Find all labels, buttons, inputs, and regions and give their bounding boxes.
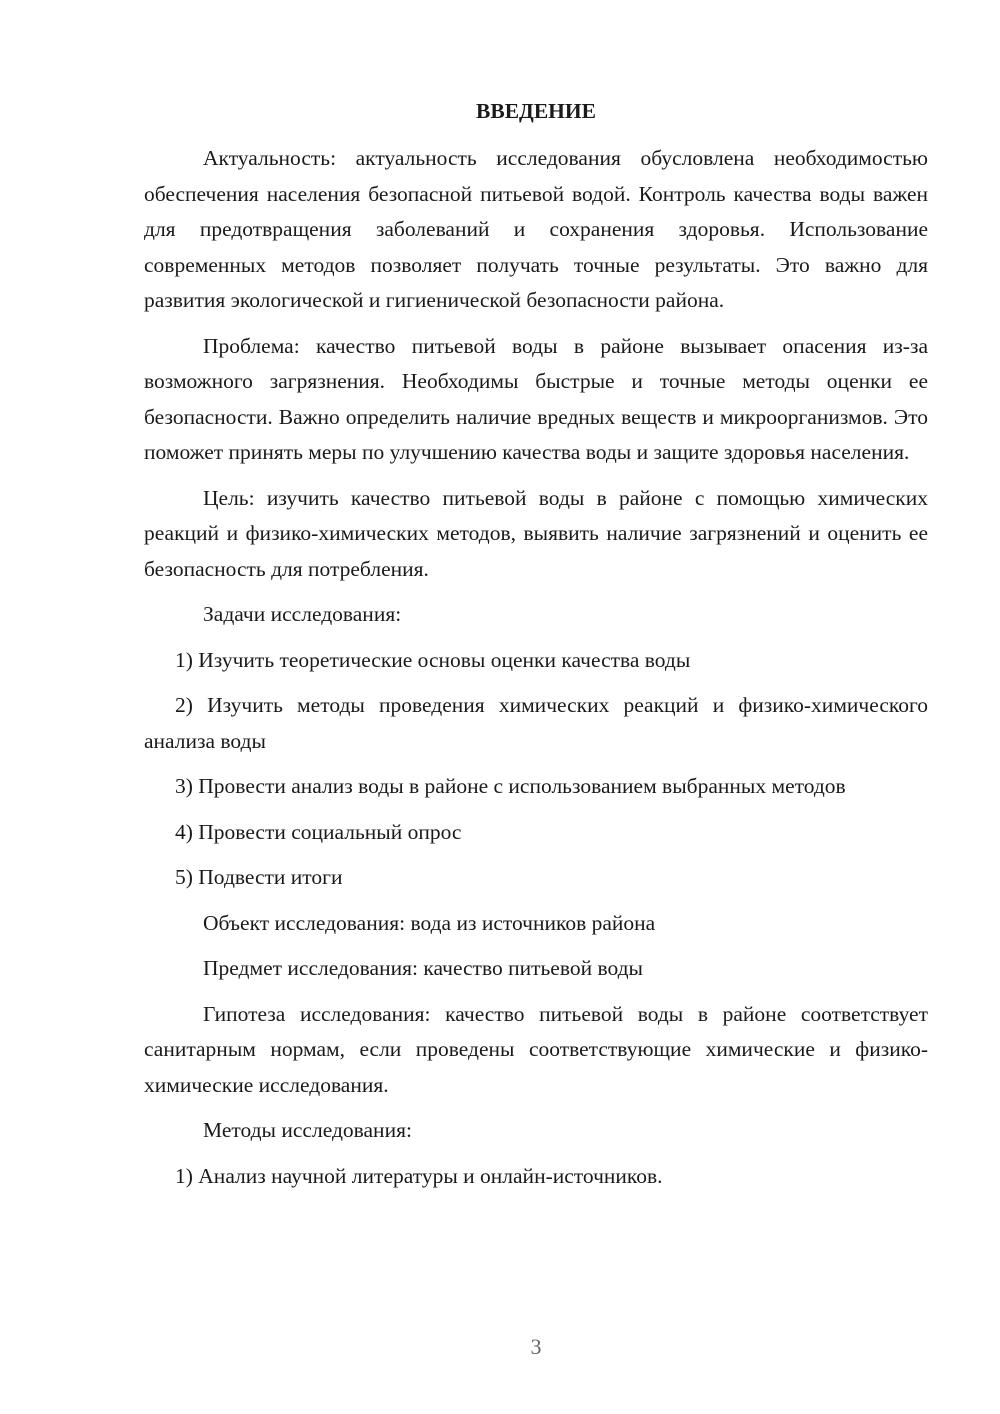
task-item-1: 1) Изучить теоретические основы оценки качества воды [175, 647, 691, 672]
task-item-2: 2) Изучить методы проведения химических реакций и физико-химического анализа воды [144, 693, 928, 753]
paragraph-relevance: Актуальность: актуальность исследования обусловлена необходимостью обеспечения населения безопасной питьевой водой. Контроль качества воды важен для предотвращения заболеваний и сохранения здоровья. Использование современных методов позволяет получать точные результаты. Это важно для развития экологической и гигиенической безопасности района. [144, 146, 928, 312]
method-item-1: 1) Анализ научной литературы и онлайн-источников. [175, 1163, 663, 1188]
page-content [144, 94, 928, 1194]
task-item-5: 5) Подвести итоги [175, 865, 343, 889]
research-hypothesis: Гипотеза исследования: качество питьевой воды в районе соответствует санитарным нормам, если проведены соответствующие химические и физико-химические исследования. [144, 1001, 928, 1097]
section-title: ВВЕДЕНИЕ [476, 99, 596, 123]
tasks-heading: Задачи исследования: [203, 602, 402, 626]
task-item-4: 4) Провести социальный опрос [175, 819, 462, 844]
page-number: 3 [530, 1334, 542, 1359]
task-item-3: 3) Провести анализ воды в районе с использованием выбранных методов [175, 774, 846, 798]
methods-heading: Методы исследования: [203, 1118, 412, 1142]
paragraph-problem: Проблема: качество питьевой воды в районе вызывает опасения из-за возможного загрязнения. Необходимы быстрые и точные методы оценки ее безопасности. Важно определить наличие вредных веществ и микроорганизмов. Это поможет принять меры по улучшению качества воды и защите здоровья населения. [144, 333, 928, 464]
research-object: Объект исследования: вода из источников района [203, 910, 656, 935]
paragraph-goal: Цель: изучить качество питьевой воды в районе с помощью химических реакций и физико-химических методов, выявить наличие загрязнений и оценить ее безопасность для потребления. [144, 485, 928, 581]
research-subject: Предмет исследования: качество питьевой воды [203, 956, 643, 980]
